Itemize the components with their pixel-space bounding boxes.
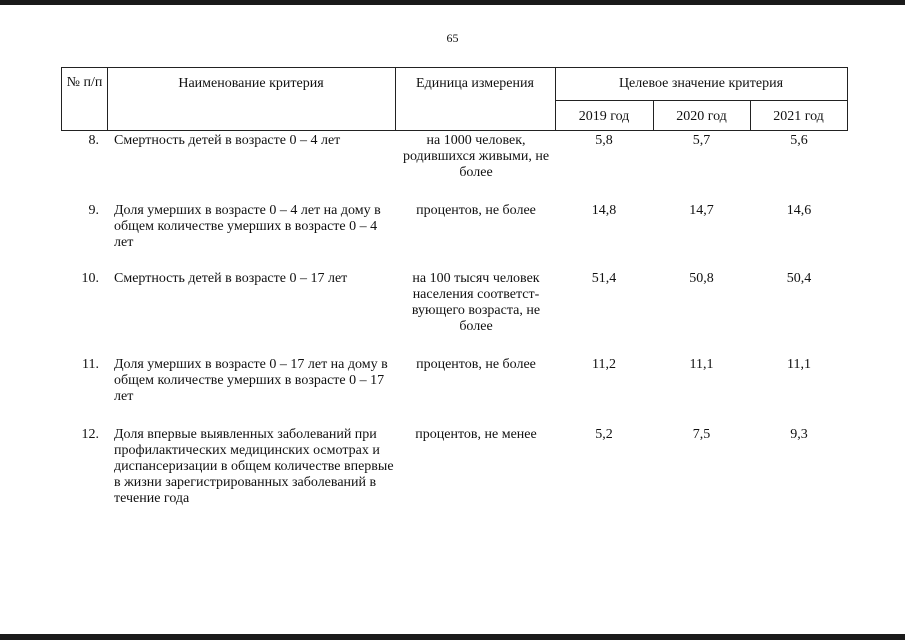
value-2021: 5,6 bbox=[790, 133, 808, 148]
value-2019: 51,4 bbox=[591, 271, 617, 286]
criterion-name: Смертность детей в возрасте 0 – 17 лет bbox=[114, 271, 348, 286]
value-2020: 50,8 bbox=[689, 271, 714, 286]
value-2021: 9,3 bbox=[790, 427, 808, 442]
value-2021: 50,4 bbox=[786, 271, 812, 286]
value-2019: 5,8 bbox=[595, 133, 613, 148]
header-year: 2019 год bbox=[578, 109, 630, 124]
criterion-name: Доля умерших в возрасте 0 – 17 лет на дому в общем количестве умерших в возрасте 0 – 17 лет bbox=[114, 357, 388, 404]
value-2019: 14,8 bbox=[591, 203, 617, 218]
criterion-unit: процентов, не более bbox=[416, 203, 536, 218]
header-target: Целевое значение критерия bbox=[618, 76, 784, 91]
row-number: 12. bbox=[81, 427, 99, 442]
scan-edge-top bbox=[0, 0, 905, 5]
page-number: 65 bbox=[446, 31, 459, 45]
header-divider bbox=[555, 100, 847, 101]
row-number: 9. bbox=[88, 203, 99, 218]
value-2020: 14,7 bbox=[689, 203, 714, 218]
criterion-unit: на 100 тысяч человек населения соответст-вующего возраста, не более bbox=[411, 271, 541, 334]
value-2019: 11,2 bbox=[592, 357, 616, 372]
header-year: 2020 год bbox=[676, 109, 727, 124]
value-2020: 7,5 bbox=[692, 427, 711, 442]
criterion-unit: процентов, не менее bbox=[415, 427, 537, 442]
row-number: 10. bbox=[81, 271, 99, 286]
value-2021: 11,1 bbox=[787, 357, 811, 372]
criterion-name: Смертность детей в возрасте 0 – 4 лет bbox=[114, 133, 341, 148]
value-2020: 11,1 bbox=[689, 357, 714, 372]
header-num: № п/п bbox=[66, 75, 103, 90]
criterion-name: Доля умерших в возрасте 0 – 4 лет на дому в общем количестве умерших в возрасте 0 – 4 лет bbox=[114, 203, 381, 250]
value-2019: 5,2 bbox=[595, 427, 613, 442]
row-number: 8. bbox=[88, 133, 99, 148]
criterion-name: Доля впервые выявленных заболеваний при профилактических медицинских осмотрах и диспансеризации в общем количестве впервые в жизни зарегистрированных заболеваний в течение года bbox=[114, 427, 394, 506]
criterion-unit: процентов, не более bbox=[416, 357, 536, 372]
value-2021: 14,6 bbox=[786, 203, 812, 218]
row-number: 11. bbox=[82, 357, 99, 372]
criterion-unit: на 1000 человек, родившихся живыми, не более bbox=[402, 133, 550, 180]
header-year: 2021 год bbox=[773, 109, 824, 124]
header-name: Наименование критерия bbox=[178, 76, 324, 91]
table-header bbox=[61, 67, 848, 131]
value-2020: 5,7 bbox=[692, 133, 711, 148]
scan-edge-bottom bbox=[0, 634, 905, 640]
header-unit: Единица измерения bbox=[416, 76, 534, 91]
